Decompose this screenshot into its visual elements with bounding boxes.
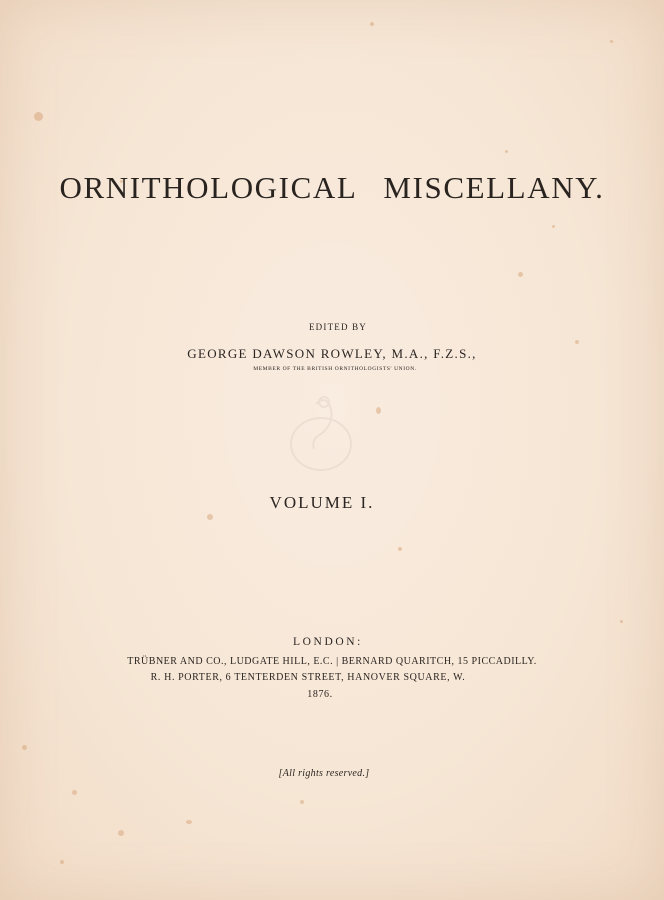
paper-stain: [376, 407, 381, 414]
volume-number: VOLUME I.: [269, 493, 375, 512]
paper-stain: [22, 745, 27, 750]
paper-stain: [300, 800, 304, 804]
title-word-1: ORNITHOLOGICAL: [59, 170, 358, 205]
editor-name: GEORGE DAWSON ROWLEY, M.A., F.Z.S.,: [187, 346, 477, 361]
edited-by-label: EDITED BY: [308, 322, 368, 332]
paper-stain: [186, 820, 192, 824]
paper-stain: [60, 860, 64, 864]
publication-year: 1876.: [307, 689, 333, 700]
paper-stain: [505, 150, 508, 153]
paper-stain: [575, 340, 579, 344]
editor-affiliation: MEMBER OF THE BRITISH ORNITHOLOGISTS' UNION.: [253, 366, 417, 372]
paper-stain: [118, 830, 124, 836]
paper-stain: [398, 547, 402, 551]
book-title: [0, 170, 664, 206]
paper-stain: [370, 22, 374, 26]
paper-stain: [72, 790, 77, 795]
paper-stain: [207, 514, 213, 520]
paper-stain: [610, 40, 613, 43]
rights-notice: [All rights reserved.]: [278, 768, 370, 779]
paper-stain: [552, 225, 555, 228]
paper-stain: [34, 112, 43, 121]
publishers-line-2: R. H. PORTER, 6 TENTERDEN STREET, HANOVER SQUARE, W.: [150, 672, 466, 683]
paper-stain: [620, 620, 623, 623]
publication-place: LONDON:: [293, 636, 363, 648]
publishers-line-1: TRÜBNER AND CO., LUDGATE HILL, E.C. | BERNARD QUARITCH, 15 PICCADILLY.: [127, 656, 537, 667]
paper-stain: [518, 272, 523, 277]
show-through-emblem: [286, 384, 356, 474]
title-word-2: MISCELLANY.: [383, 170, 605, 205]
